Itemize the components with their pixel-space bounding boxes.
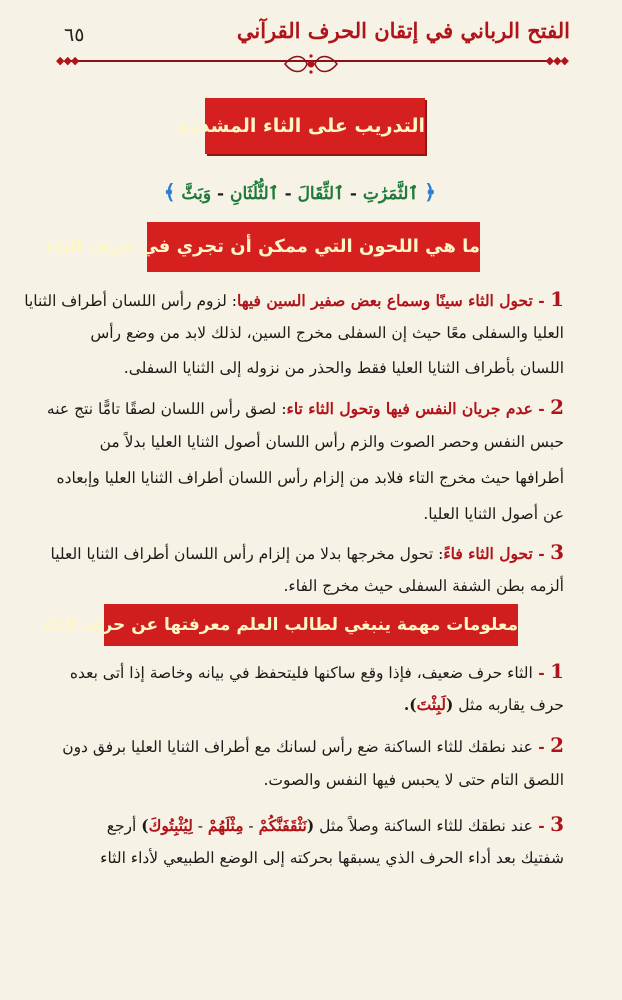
item-lead: عدم جريان النفس فيها وتحول الثاء تاء [286,399,533,418]
paragraph-line: اللصق التام حتى لا يحبس فيها النفس والصوت. [263,771,564,789]
quran-word: ٱلثَّمَرَٰتِ [362,184,419,204]
paragraph-line: 3 - عند نطقك للثاء الساكنة وصلاً مثل (نَثْقَفَنَّكُمْ - مِثْلَهُمْ - لِيُثْبِتُوكَ) أرجع [106,812,564,836]
right-diamonds-ornament: ◆◆◆ [545,54,568,67]
paragraph-line: 1 - الثاء حرف ضعيف، فإذا وقع ساكنها فليتحفظ في بيانه وخاصة إذا أتى بعده [69,659,564,683]
quran-word: ٱلثُّلُثَانِ [229,184,279,204]
section-title-errors: ما هي اللحون التي ممكن أن تجري في حرف الثاء [147,222,480,272]
item-number: 2 [550,395,564,419]
paragraph-line: حبس النفس وحصر الصوت والزم رأس اللسان أصول الثنايا العليا بدلاً من [99,433,564,451]
item-text: لزوم رأس اللسان أطراف الثنايا [24,292,227,310]
item-number: 1 [550,659,564,683]
paragraph-line: 2 - عدم جريان النفس فيها وتحول الثاء تاء: لصق رأس اللسان لصقًا تامًّا نتج عنه [46,395,564,419]
item-text: الثاء حرف ضعيف، فإذا وقع ساكنها فليتحفظ في بيانه وخاصة إذا أتى بعده [69,664,533,682]
floral-ornament-icon [281,52,341,76]
item-text: عند نطقك للثاء الساكنة ضع رأس لسانك مع أطراف الثنايا العليا برفق دون [62,738,533,756]
item-lead: تحول الثاء فاءً [443,544,533,563]
item-text: تحول مخرجها بدلا من إلزام رأس اللسان أطراف الثنايا العليا [50,545,434,563]
page-number: ٦٥ [64,24,85,46]
item-number: 2 [550,733,564,757]
close-ornate-bracket: ﴾ [163,180,176,204]
paragraph-line: حرف يقاربه مثل (لَبِثْتَ). [403,695,564,714]
paragraph-line: 2 - عند نطقك للثاء الساكنة ضع رأس لسانك مع أطراف الثنايا العليا برفق دون [62,733,564,757]
left-diamonds-ornament: ◆◆◆ [56,54,79,67]
item-text: لصق رأس اللسان لصقًا تامًّا نتج عنه [46,400,277,418]
paragraph-line: ألزمه بطن الشفة السفلى حيث مخرج الفاء. [283,577,564,595]
item-number: 3 [550,540,564,564]
paragraph-line: أطرافها حيث مخرج التاء فلابد من إلزام رأس اللسان أطراف الثنايا العليا وإبعاده [56,469,564,487]
item-number: 1 [550,287,564,311]
item-text: عند نطقك للثاء الساكنة وصلاً مثل [319,817,533,835]
quran-words-line: ﴿ ٱلثَّمَرَٰتِ - ٱلثِّقَالَ - ٱلثُّلُثَانِ - وَبَثَّ ﴾ [163,180,436,204]
paragraph-line: اللسان بأطراف الثنايا العليا فقط والحذر من نزوله إلى الثنايا السفلى. [123,359,564,377]
paragraph-line: العليا والسفلى معًا حيث إن السفلى مخرج السين، لذلك لابد من وضع رأس [90,324,564,342]
open-ornate-bracket: ﴿ [424,180,436,204]
quran-word: وَبَثَّ [181,184,212,204]
paragraph-line: عن أصول الثنايا العليا. [423,505,564,523]
item-text: أرجع [106,817,137,835]
item-number: 3 [550,812,564,836]
paragraph-line: شفتيك بعد أداء الحرف الذي يسبقها بحركته إلى الوضع الطبيعي لأداء الثاء [100,849,564,867]
book-title: الفتح الرباني في إتقان الحرف القرآني [236,18,570,43]
quran-example: لَبِثْتَ [416,695,446,714]
paragraph-line: 1 - تحول الثاء سينًا وسماع بعض صفير السين فيها: لزوم رأس اللسان أطراف الثنايا [24,287,564,311]
quran-example: مِثْلَهُمْ [207,816,244,835]
item-text: حرف يقاربه مثل [458,696,564,714]
quran-example: لِيُثْبِتُوكَ [148,816,193,835]
item-lead: تحول الثاء سينًا وسماع بعض صفير السين فيها [236,291,533,310]
section-title-info: معلومات مهمة ينبغي لطالب العلم معرفتها عن حرف الثاء [104,604,518,646]
quran-word: ٱلثِّقَالَ [297,184,344,204]
paragraph-line: 3 - تحول الثاء فاءً: تحول مخرجها بدلا من إلزام رأس اللسان أطراف الثنايا العليا [50,540,564,564]
quran-example: نَثْقَفَنَّكُمْ [258,816,307,835]
section-title-training: التدريب على الثاء المشددة [205,98,425,154]
